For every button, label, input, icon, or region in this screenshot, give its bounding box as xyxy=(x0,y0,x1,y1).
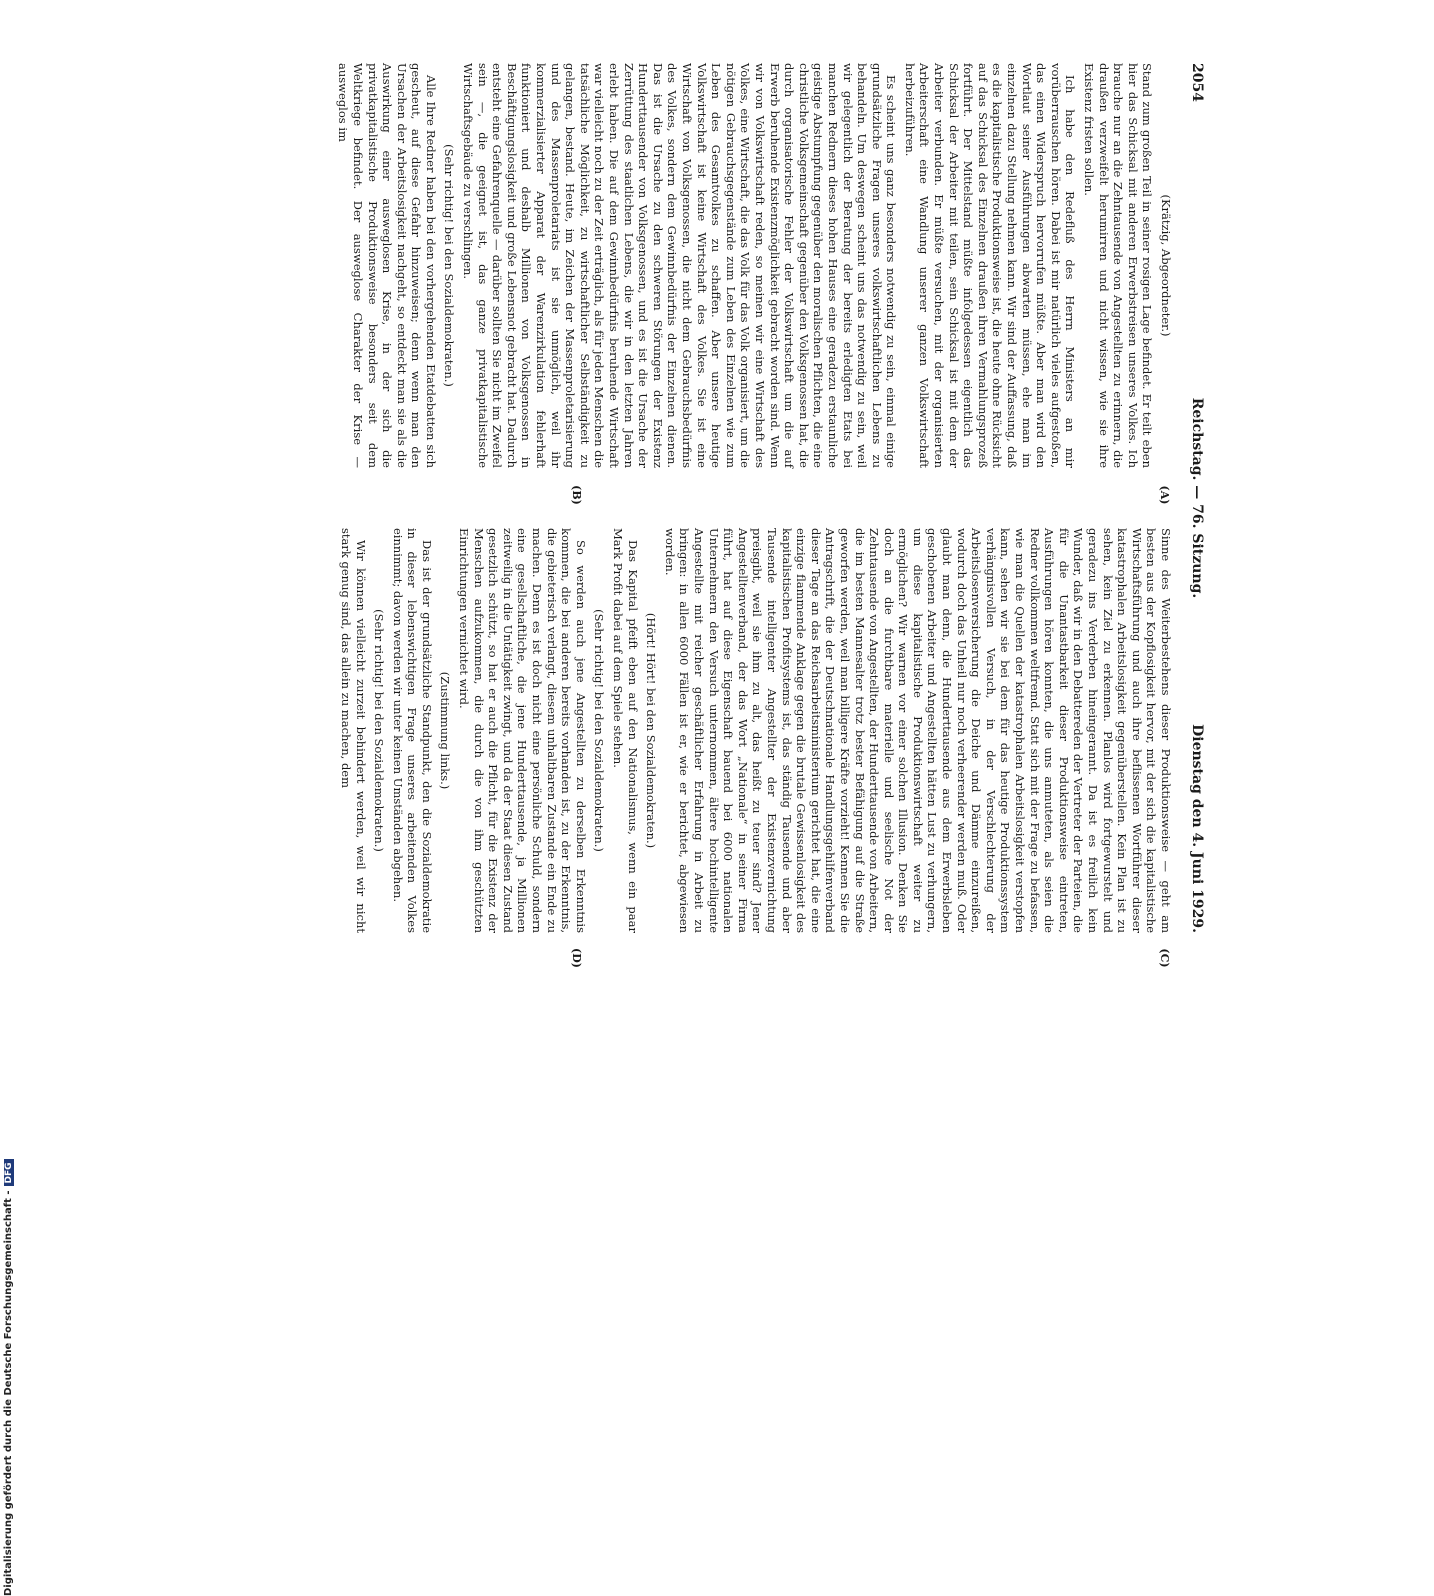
dfg-logo: DFG xyxy=(4,1159,14,1186)
paragraph: Alle Ihre Redner haben bei den vorhergehenden Etatdebatten sich gescheut, auf diese Gefahr hinzuweisen; denn wenn man den Ursachen der Arbeitslosigkeit nachgeht, so entdeckt man sie als die Auswirkung einer ausweglosen Krise, in der sich die privatkapitalistische Produktionsweise besonders seit dem Weltkriege befindet. Der ausweglose Charakter der Krise — ausweglos im xyxy=(336,63,438,468)
footer-strip xyxy=(0,0,16,1596)
paragraph: Es scheint uns ganz besonders notwendig zu sein, einmal einige grundsätzliche Fragen unseres volkswirtschaftlichen Lebens zu behandeln. Um deswegen scheint uns das notwendig zu sein, weil wir gelegentlich der Beratung der bereits erledigten Etats bei manchen Rednern dieses hohen Hauses eine geradezu erstaunliche geistige Abstumpfung gegenüber den moralischen Pflichten, die eine christliche Volksgemeinschaft gegenüber den Volksgenossen hat, die durch organisatorische Fehler der Volkswirtschaft um die auf Erwerb beruhende Existenzmöglichkeit gebracht worden sind. Wenn wir von Volkswirtschaft reden, so meinen wir eine Wirtschaft des Volkes, eine Wirtschaft, die das Volk für das Volk organisiert, um die nötigen Gebrauchsgegenstände zum Leben des Einzelnen wie zum Leben des Gesamtvolkes zu schaffen. Aber unsere heutige Volkswirtschaft ist keine Wirtschaft des Volkes. Sie ist eine Wirtschaft von Volksgenossen, die nicht dem Gebrauchsbedürfnis des Volkes, sondern dem Gewinnbedürfnis der Einzelnen dienen. Das ist die Ursache zu den schweren Störungen der Existenz Hunderttausender von Volksgenossen, und es ist die Ursache der Zerrüttung des staatlichen Lebens, die wir in den letzten Jahren erlebt haben. Die auf dem Gewinnbedürfnis beruhende Wirtschaft war vielleicht noch zu der Zeit erträglich, als für jeden Menschen die tatsächliche Möglichkeit, zu wirtschaftlicher Selbständigkeit zu gelangen, bestand. Heute, im Zeichen der Massenproletarisierung und des Massenproletariats ist sie unmöglich, weil ihr kommerzialisierter Apparat der Warenzirkulation fehlerhaft funktioniert und deshalb Millionen von Volksgenossen in Beschäftigungslosigkeit und große Lebensnot gebracht hat. Dadurch entsteht eine Gefahrenquelle — darüber sollten Sie nicht im Zweifel sein —, die geeignet ist, das ganze privatkapitalistische Wirtschaftsgebäude zu verschlingen. xyxy=(461,63,899,468)
speaker-line: (Krätzig, Abgeordneter.) xyxy=(1159,194,1173,337)
page-title: Reichstag. — 76. Sitzung. xyxy=(1189,397,1205,599)
page-header xyxy=(1181,63,1205,933)
interjection: (Zustimmung links.) xyxy=(438,671,453,790)
session-date: Dienstag den 4. Juni 1929. xyxy=(1189,724,1205,933)
paragraph: Ich habe den Redefluß des Herrn Ministers an mir vorüberrauschen hören. Dabei ist mir natürlich vieles aufgestoßen, das einen Widerspruch hervorrufen müßte. Aber man wird den Wortlaut seiner Ausführungen abwarten müssen, ehe man im einzelnen dazu Stellung nehmen kann. Wir sind der Auffassung, daß es die kapitalistische Produktionsweise ist, die heute ohne Rücksicht auf das Schicksal des Einzelnen draußen ihren Vermahlungsprozeß fortführt. Der Mittelstand müßte infolgedessen eigentlich das Schicksal der Arbeiter mit teilen, sein Schicksal ist mit dem der Arbeiter verbunden. Er müßte versuchen, mit der organisierten Arbeiterschaft eine Wandlung unserer ganzen Volkswirtschaft herbeizuführen. xyxy=(902,63,1078,468)
interjection: (Sehr richtig! bei den Sozialdemokraten.) xyxy=(372,609,387,852)
interjection: (Sehr richtig! bei den Sozialdemokraten.) xyxy=(442,144,457,387)
paragraph: Wir können vielleicht zurzeit behindert werden, weil wir nicht stark genug sind, das allein zu machen, dem xyxy=(338,528,368,933)
paragraph: So werden auch jene Angestellten zu derselben Erkenntnis kommen, die bei anderen bereits vorhanden ist, zu der Erkenntnis, die gebieterisch verlangt, diesem unhaltbaren Zustande ein Ende zu machen. Denn es ist doch nicht eine persönliche Schuld, sondern eine gesellschaftliche, die jene Hunderttausende, ja Millionen zeitweilig in die Untätigkeit zwingt, und da der Staat diesen Zustand gesetzlich schützt, so hat er auch die Pflicht, für die Existenz der Menschen aufzukommen, die durch die von ihm geschützten Einrichtungen vernichtet wird. xyxy=(457,528,588,933)
margin-marker-a: (A) xyxy=(1158,485,1171,505)
left-column xyxy=(332,63,1173,468)
paragraph: Sinne des Weiterbestehens dieser Produktionsweise — geht am besten aus der Kopflosigkeit hervor, mit der sich die kapitalistische Wirtschaftsführung und auch ihre beflissenen Wortführer dieser katastrophalen Arbeitslosigkeit gegenüberstellen. Kein Plan ist zu sehen, kein Ziel zu erkennen. Planlos wird fortgewurstelt und geradezu ins Verderben hineingerannt. Da ist es freilich kein Wunder, daß wir in den Debattereden der Vertreter der Parteien, die für die Unantastbarkeit dieser Produktionsweise eintreten, Ausführungen hören konnten, die uns anmuteten, als seien die Redner vollkommen weltfremd. Statt sich mit der Frage zu befassen, wie man die Quellen der katastrophalen Arbeitslosigkeit verstopfen kann, sehen wir sie bei dem für das heutige Produktionssystem verhängnisvollen Versuch, in der Verschlechterung der Arbeitslosenversicherung die Deiche und Dämme einzureißen, wodurch doch das Unheil nur noch verheerender werden muß. Oder glaubt man denn, die Hunderttausende aus dem Erwerbsleben geschobenen Arbeiter und Angestellten hätten Lust zu verhungern, um diese kapitalistische Produktionswirtschaft weiter zu ermöglichen? Wir warnen vor einer solchen Illusion. Denken Sie doch an die furchtbare materielle und seelische Not der Zehntausende von Angestellten, der Hunderttausende von Arbeitern, die im besten Mannesalter trotz bester Befähigung auf die Straße geworfen werden, weil man billigere Kräfte vorzieht! Kennen Sie die Antragschrift, die der Deutschnationale Handlungsgehilfenverband dieser Tage an das Reichsarbeitsministerium gerichtet hat, die eine einzige flammende Anklage gegen die brutale Gewissenlosigkeit des kapitalistischen Profitsystems ist, das ständig Tausende und aber Tausende intelligenter Angestellter der Existenzvernichtung preisgibt, weil sie ihm zu alt, das heißt zu teuer sind? Jener Angestelltenverband, der das Wort „Nationale“ in seiner Firma führt, hat auf diese Eigenschaft bauend bei 6000 nationalen Unternehmern den Versuch unternommen, ältere hochintelligente Angestellte mit reicher geschäftlicher Erfahrung in Arbeit zu bringen: in allen 6000 Fällen ist er, wie er berichtet, abgewiesen worden. xyxy=(662,528,1173,934)
paragraph: Stand zum großen Teil in seiner rosigen Lage befindet. Er teilt eben hier das Schicksal mit anderen Erwerbstreisen unseres Volkes. Ich brauche nur an die Zehntausende von Angestellten zu erinnern, die draußen verzweifelt herumirren und nicht wissen, wie sie ihre Existenz fristen sollen. xyxy=(1082,63,1155,468)
paragraph: Das ist der grundsätzliche Standpunkt, den die Sozialdemokratie in dieser lebenswichtigen Frage unseres arbeitenden Volkes einnimmt; davon werden wir unter keinen Umständen abgehen. xyxy=(390,528,434,933)
interjection: (Hört! Hört! bei den Sozialdemokraten.) xyxy=(644,612,659,849)
right-column xyxy=(334,528,1173,933)
margin-marker-c: (C) xyxy=(1158,948,1171,968)
scanned-page xyxy=(0,63,1205,968)
interjection: (Sehr richtig! bei den Sozialdemokraten.) xyxy=(592,609,607,852)
paragraph: Das Kapital pfeift eben auf den Nationalismus, wenn ein paar Mark Profit dabei auf dem Spiele stehen. xyxy=(611,528,640,933)
margin-marker-d: (D) xyxy=(570,948,583,968)
page-number: 2054 xyxy=(1189,63,1205,102)
credit-text: Digitalisierung gefördert durch die Deutsche Forschungsgemeinschaft - xyxy=(3,1190,14,1596)
margin-marker-b: (B) xyxy=(570,485,583,505)
digitization-credit xyxy=(3,606,19,1596)
